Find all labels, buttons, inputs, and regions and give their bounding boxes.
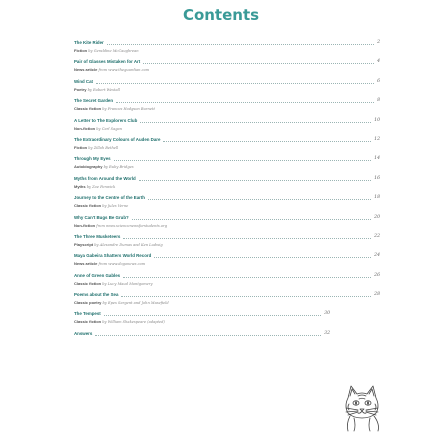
leader-dots	[107, 44, 374, 45]
entry-author: by Carl Sagan	[96, 126, 122, 131]
toc-entry	[74, 309, 330, 328]
entry-page: 8	[377, 98, 380, 104]
entry-genre: Classic fiction	[74, 106, 102, 112]
entry-genre: News article	[74, 261, 98, 267]
leader-dots	[95, 335, 321, 336]
entry-title: The Extraordinary Colours of Auden Dare	[74, 136, 161, 142]
leader-dots	[116, 102, 374, 103]
toc-entry	[74, 213, 380, 232]
leader-dots	[163, 141, 371, 142]
toc-entry	[74, 290, 380, 309]
toc-entry	[74, 135, 380, 154]
entry-page: 30	[324, 311, 330, 317]
entry-author: by William Shakespeare (adapted)	[102, 320, 165, 325]
entry-genre: Classic fiction	[74, 280, 102, 286]
entry-page: 12	[374, 136, 380, 142]
entry-genre: Classic fiction	[74, 319, 102, 325]
entry-title: Anne of Green Gables	[74, 272, 121, 278]
entry-author: by Epes Sargent and John Masefield	[102, 301, 169, 306]
entry-page: 4	[377, 59, 380, 65]
entry-page: 2	[377, 40, 380, 45]
entry-author: from www.dogonews.com	[98, 262, 146, 267]
entry-page: 20	[374, 214, 380, 220]
entry-genre: Non-fiction	[74, 125, 96, 131]
entry-page: 18	[374, 195, 380, 201]
entry-genre: Non-fiction	[74, 222, 96, 228]
entry-author: by Alexandre Dumas and Ken Ludwig	[94, 242, 163, 247]
entry-genre: Fiction	[74, 144, 88, 150]
table-of-contents	[74, 38, 380, 348]
entry-genre: News article	[74, 67, 98, 73]
entry-page: 16	[374, 175, 380, 181]
entry-title: Wind Cat	[74, 78, 93, 84]
entry-title: Through My Eyes	[74, 156, 111, 162]
entry-title: Pair of Glasses Mistaken for Art	[74, 59, 141, 65]
entry-author: by Zillah Bethell	[88, 145, 119, 150]
entry-title: Why Can't Bugs Be Grub?	[74, 214, 129, 220]
toc-entry	[74, 57, 380, 76]
leader-dots	[148, 199, 371, 200]
entry-genre: Myths	[74, 183, 86, 189]
entry-title: Maya Gabeira Shatters World Record	[74, 253, 152, 259]
entry-page: 10	[374, 117, 380, 123]
entry-author: by Lucy Maud Montgomery	[102, 281, 153, 286]
leader-dots	[104, 315, 321, 316]
leader-dots	[154, 257, 371, 258]
entry-title: A Letter to The Explorers Club	[74, 117, 138, 123]
entry-genre: Poetry	[74, 86, 87, 92]
entry-title: The Three Musketeers	[74, 233, 121, 239]
entry-author: by Jules Verne	[102, 204, 129, 209]
toc-entry	[74, 329, 330, 348]
entry-page: 32	[324, 330, 330, 336]
entry-genre: Classic fiction	[74, 203, 102, 209]
entry-author: by Frances Hodgson Burnett	[102, 107, 155, 112]
entry-page: 22	[374, 233, 380, 239]
cat-illustration-icon	[334, 380, 390, 432]
toc-entry	[74, 77, 380, 96]
entry-genre: Classic poetry	[74, 300, 102, 306]
toc-entry	[74, 174, 380, 193]
entry-page: 28	[374, 292, 380, 298]
leader-dots	[143, 63, 374, 64]
entry-title: The Secret Garden	[74, 98, 114, 104]
leader-dots	[139, 180, 371, 181]
entry-author: from www.sciencenewsforstudents.org	[96, 223, 168, 228]
toc-entry	[74, 271, 380, 290]
entry-author: by Zoe Fenwick	[86, 184, 116, 189]
leader-dots	[132, 219, 371, 220]
toc-entry	[74, 251, 380, 270]
entry-title: Myths from Around the World	[74, 175, 136, 181]
entry-page: 14	[374, 156, 380, 162]
leader-dots	[96, 83, 374, 84]
entry-page: 24	[374, 253, 380, 259]
toc-entry	[74, 193, 380, 212]
leader-dots	[123, 277, 371, 278]
leader-dots	[121, 296, 371, 297]
leader-dots	[123, 238, 371, 239]
entry-genre: Playscript	[74, 241, 94, 247]
entry-page: 26	[374, 272, 380, 278]
entry-genre: Fiction	[74, 48, 88, 53]
entry-author: by Robert Westall	[87, 87, 120, 92]
entry-title: Journey to the Centre of the Earth	[74, 195, 145, 201]
leader-dots	[114, 160, 372, 161]
toc-entry	[74, 38, 380, 57]
entry-author: by Geraldine McCaughrean	[88, 49, 139, 53]
entry-title: Answers	[74, 330, 93, 336]
toc-entry	[74, 116, 380, 135]
entry-page: 6	[377, 78, 380, 84]
entry-author: from www.theguardian.com	[98, 68, 150, 73]
entry-author: by Ruby Bridges	[103, 165, 134, 170]
toc-entry	[74, 232, 380, 251]
toc-entry	[74, 154, 380, 173]
page-title: Contents	[182, 6, 260, 24]
toc-entry	[74, 96, 380, 115]
entry-title: The Kite Rider	[74, 40, 104, 45]
entry-genre: Autobiography	[74, 164, 103, 170]
entry-title: Poems about the Sea	[74, 292, 119, 298]
entry-title: The Tempest	[74, 311, 101, 317]
leader-dots	[140, 122, 371, 123]
